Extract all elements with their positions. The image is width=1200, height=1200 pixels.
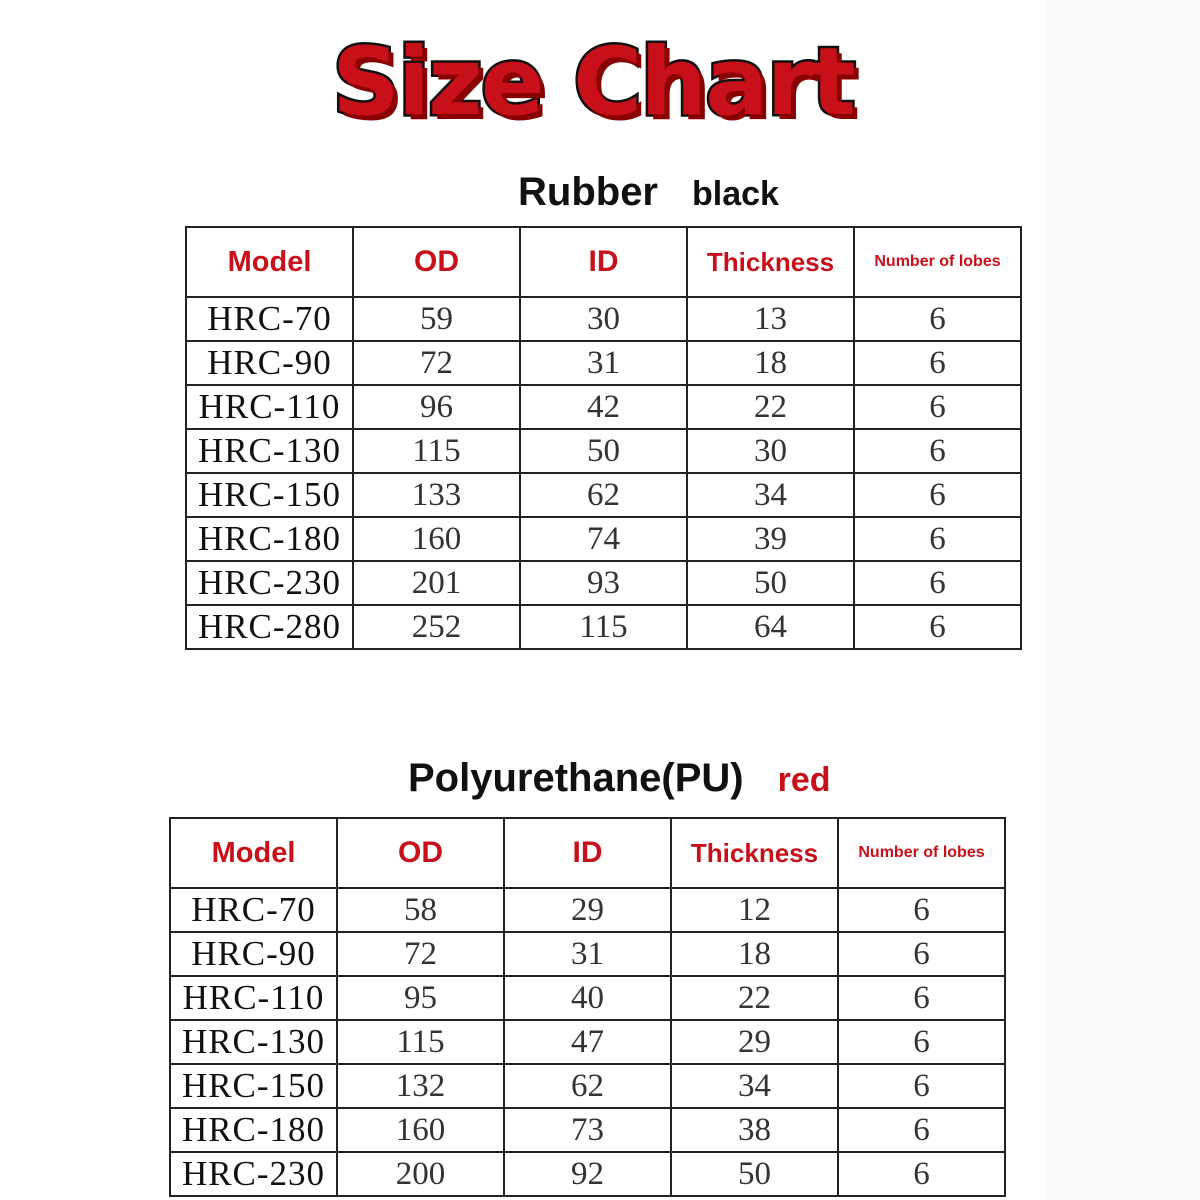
cell-id: 73: [504, 1108, 671, 1152]
table-row: [170, 1020, 1005, 1064]
column-header-thickness: Thickness: [687, 227, 854, 297]
page-title: Size Chart: [332, 28, 854, 137]
cell-model: HRC-110: [170, 976, 337, 1020]
cell-lobes: 6: [838, 1152, 1005, 1196]
cell-lobes: 6: [838, 1064, 1005, 1108]
table-row: [170, 1108, 1005, 1152]
cell-od: 59: [353, 297, 520, 341]
cell-lobes: 6: [854, 429, 1021, 473]
cell-id: 50: [520, 429, 687, 473]
cell-thickness: 50: [671, 1152, 838, 1196]
cell-id: 47: [504, 1020, 671, 1064]
column-header-lobes: Number of lobes: [854, 227, 1021, 297]
cell-thickness: 29: [671, 1020, 838, 1064]
table-row: [186, 297, 1021, 341]
cell-id: 40: [504, 976, 671, 1020]
cell-od: 115: [353, 429, 520, 473]
table-row: [186, 429, 1021, 473]
cell-model: HRC-130: [170, 1020, 337, 1064]
cell-model: HRC-130: [186, 429, 353, 473]
cell-od: 160: [353, 517, 520, 561]
pu-material-name: Polyurethane(PU): [408, 756, 744, 800]
column-header-id: ID: [520, 227, 687, 297]
table-row: [170, 932, 1005, 976]
cell-od: 72: [353, 341, 520, 385]
table-row: [186, 473, 1021, 517]
cell-lobes: 6: [838, 888, 1005, 932]
cell-model: HRC-230: [170, 1152, 337, 1196]
rubber-material-name: Rubber: [518, 170, 658, 214]
pu-section-heading: [408, 756, 831, 801]
cell-id: 62: [504, 1064, 671, 1108]
table-row: [170, 976, 1005, 1020]
cell-od: 200: [337, 1152, 504, 1196]
cell-model: HRC-230: [186, 561, 353, 605]
cell-lobes: 6: [854, 297, 1021, 341]
cell-id: 29: [504, 888, 671, 932]
cell-lobes: 6: [838, 1108, 1005, 1152]
cell-id: 62: [520, 473, 687, 517]
cell-model: HRC-180: [186, 517, 353, 561]
cell-model: HRC-180: [170, 1108, 337, 1152]
cell-id: 42: [520, 385, 687, 429]
column-header-od: OD: [353, 227, 520, 297]
cell-od: 160: [337, 1108, 504, 1152]
cell-lobes: 6: [854, 341, 1021, 385]
cell-lobes: 6: [838, 1020, 1005, 1064]
rubber-section-heading: [518, 170, 779, 215]
cell-thickness: 30: [687, 429, 854, 473]
cell-model: HRC-110: [186, 385, 353, 429]
table-header-row: [186, 227, 1021, 297]
column-header-thickness: Thickness: [671, 818, 838, 888]
rubber-size-table: [185, 226, 1022, 650]
cell-thickness: 22: [671, 976, 838, 1020]
cell-od: 132: [337, 1064, 504, 1108]
cell-model: HRC-150: [186, 473, 353, 517]
cell-lobes: 6: [838, 976, 1005, 1020]
column-header-lobes: Number of lobes: [838, 818, 1005, 888]
cell-od: 95: [337, 976, 504, 1020]
cell-model: HRC-70: [170, 888, 337, 932]
cell-od: 201: [353, 561, 520, 605]
cell-thickness: 12: [671, 888, 838, 932]
cell-id: 31: [504, 932, 671, 976]
cell-lobes: 6: [854, 605, 1021, 649]
cell-thickness: 13: [687, 297, 854, 341]
column-header-id: ID: [504, 818, 671, 888]
cell-lobes: 6: [838, 932, 1005, 976]
column-header-model: Model: [186, 227, 353, 297]
cell-lobes: 6: [854, 561, 1021, 605]
table-header-row: [170, 818, 1005, 888]
cell-thickness: 34: [671, 1064, 838, 1108]
cell-thickness: 39: [687, 517, 854, 561]
cell-od: 72: [337, 932, 504, 976]
cell-od: 252: [353, 605, 520, 649]
cell-id: 115: [520, 605, 687, 649]
cell-thickness: 34: [687, 473, 854, 517]
cell-lobes: 6: [854, 385, 1021, 429]
table-row: [186, 561, 1021, 605]
table-row: [186, 605, 1021, 649]
cell-lobes: 6: [854, 517, 1021, 561]
cell-thickness: 64: [687, 605, 854, 649]
cell-id: 93: [520, 561, 687, 605]
pu-color-label: red: [777, 761, 831, 799]
cell-id: 74: [520, 517, 687, 561]
cell-model: HRC-280: [186, 605, 353, 649]
cell-thickness: 38: [671, 1108, 838, 1152]
cell-od: 96: [353, 385, 520, 429]
cell-lobes: 6: [854, 473, 1021, 517]
cell-model: HRC-90: [170, 932, 337, 976]
table-row: [170, 1064, 1005, 1108]
cell-model: HRC-90: [186, 341, 353, 385]
column-header-model: Model: [170, 818, 337, 888]
cell-od: 133: [353, 473, 520, 517]
cell-od: 115: [337, 1020, 504, 1064]
cell-id: 30: [520, 297, 687, 341]
table-row: [186, 517, 1021, 561]
background-strip: [1046, 0, 1200, 1200]
rubber-color-label: black: [692, 175, 779, 213]
column-header-od: OD: [337, 818, 504, 888]
cell-od: 58: [337, 888, 504, 932]
cell-thickness: 50: [687, 561, 854, 605]
pu-size-table: [169, 817, 1006, 1197]
table-row: [186, 341, 1021, 385]
cell-id: 31: [520, 341, 687, 385]
cell-thickness: 18: [671, 932, 838, 976]
table-row: [170, 1152, 1005, 1196]
cell-thickness: 18: [687, 341, 854, 385]
cell-id: 92: [504, 1152, 671, 1196]
table-row: [170, 888, 1005, 932]
cell-model: HRC-150: [170, 1064, 337, 1108]
table-row: [186, 385, 1021, 429]
cell-thickness: 22: [687, 385, 854, 429]
cell-model: HRC-70: [186, 297, 353, 341]
